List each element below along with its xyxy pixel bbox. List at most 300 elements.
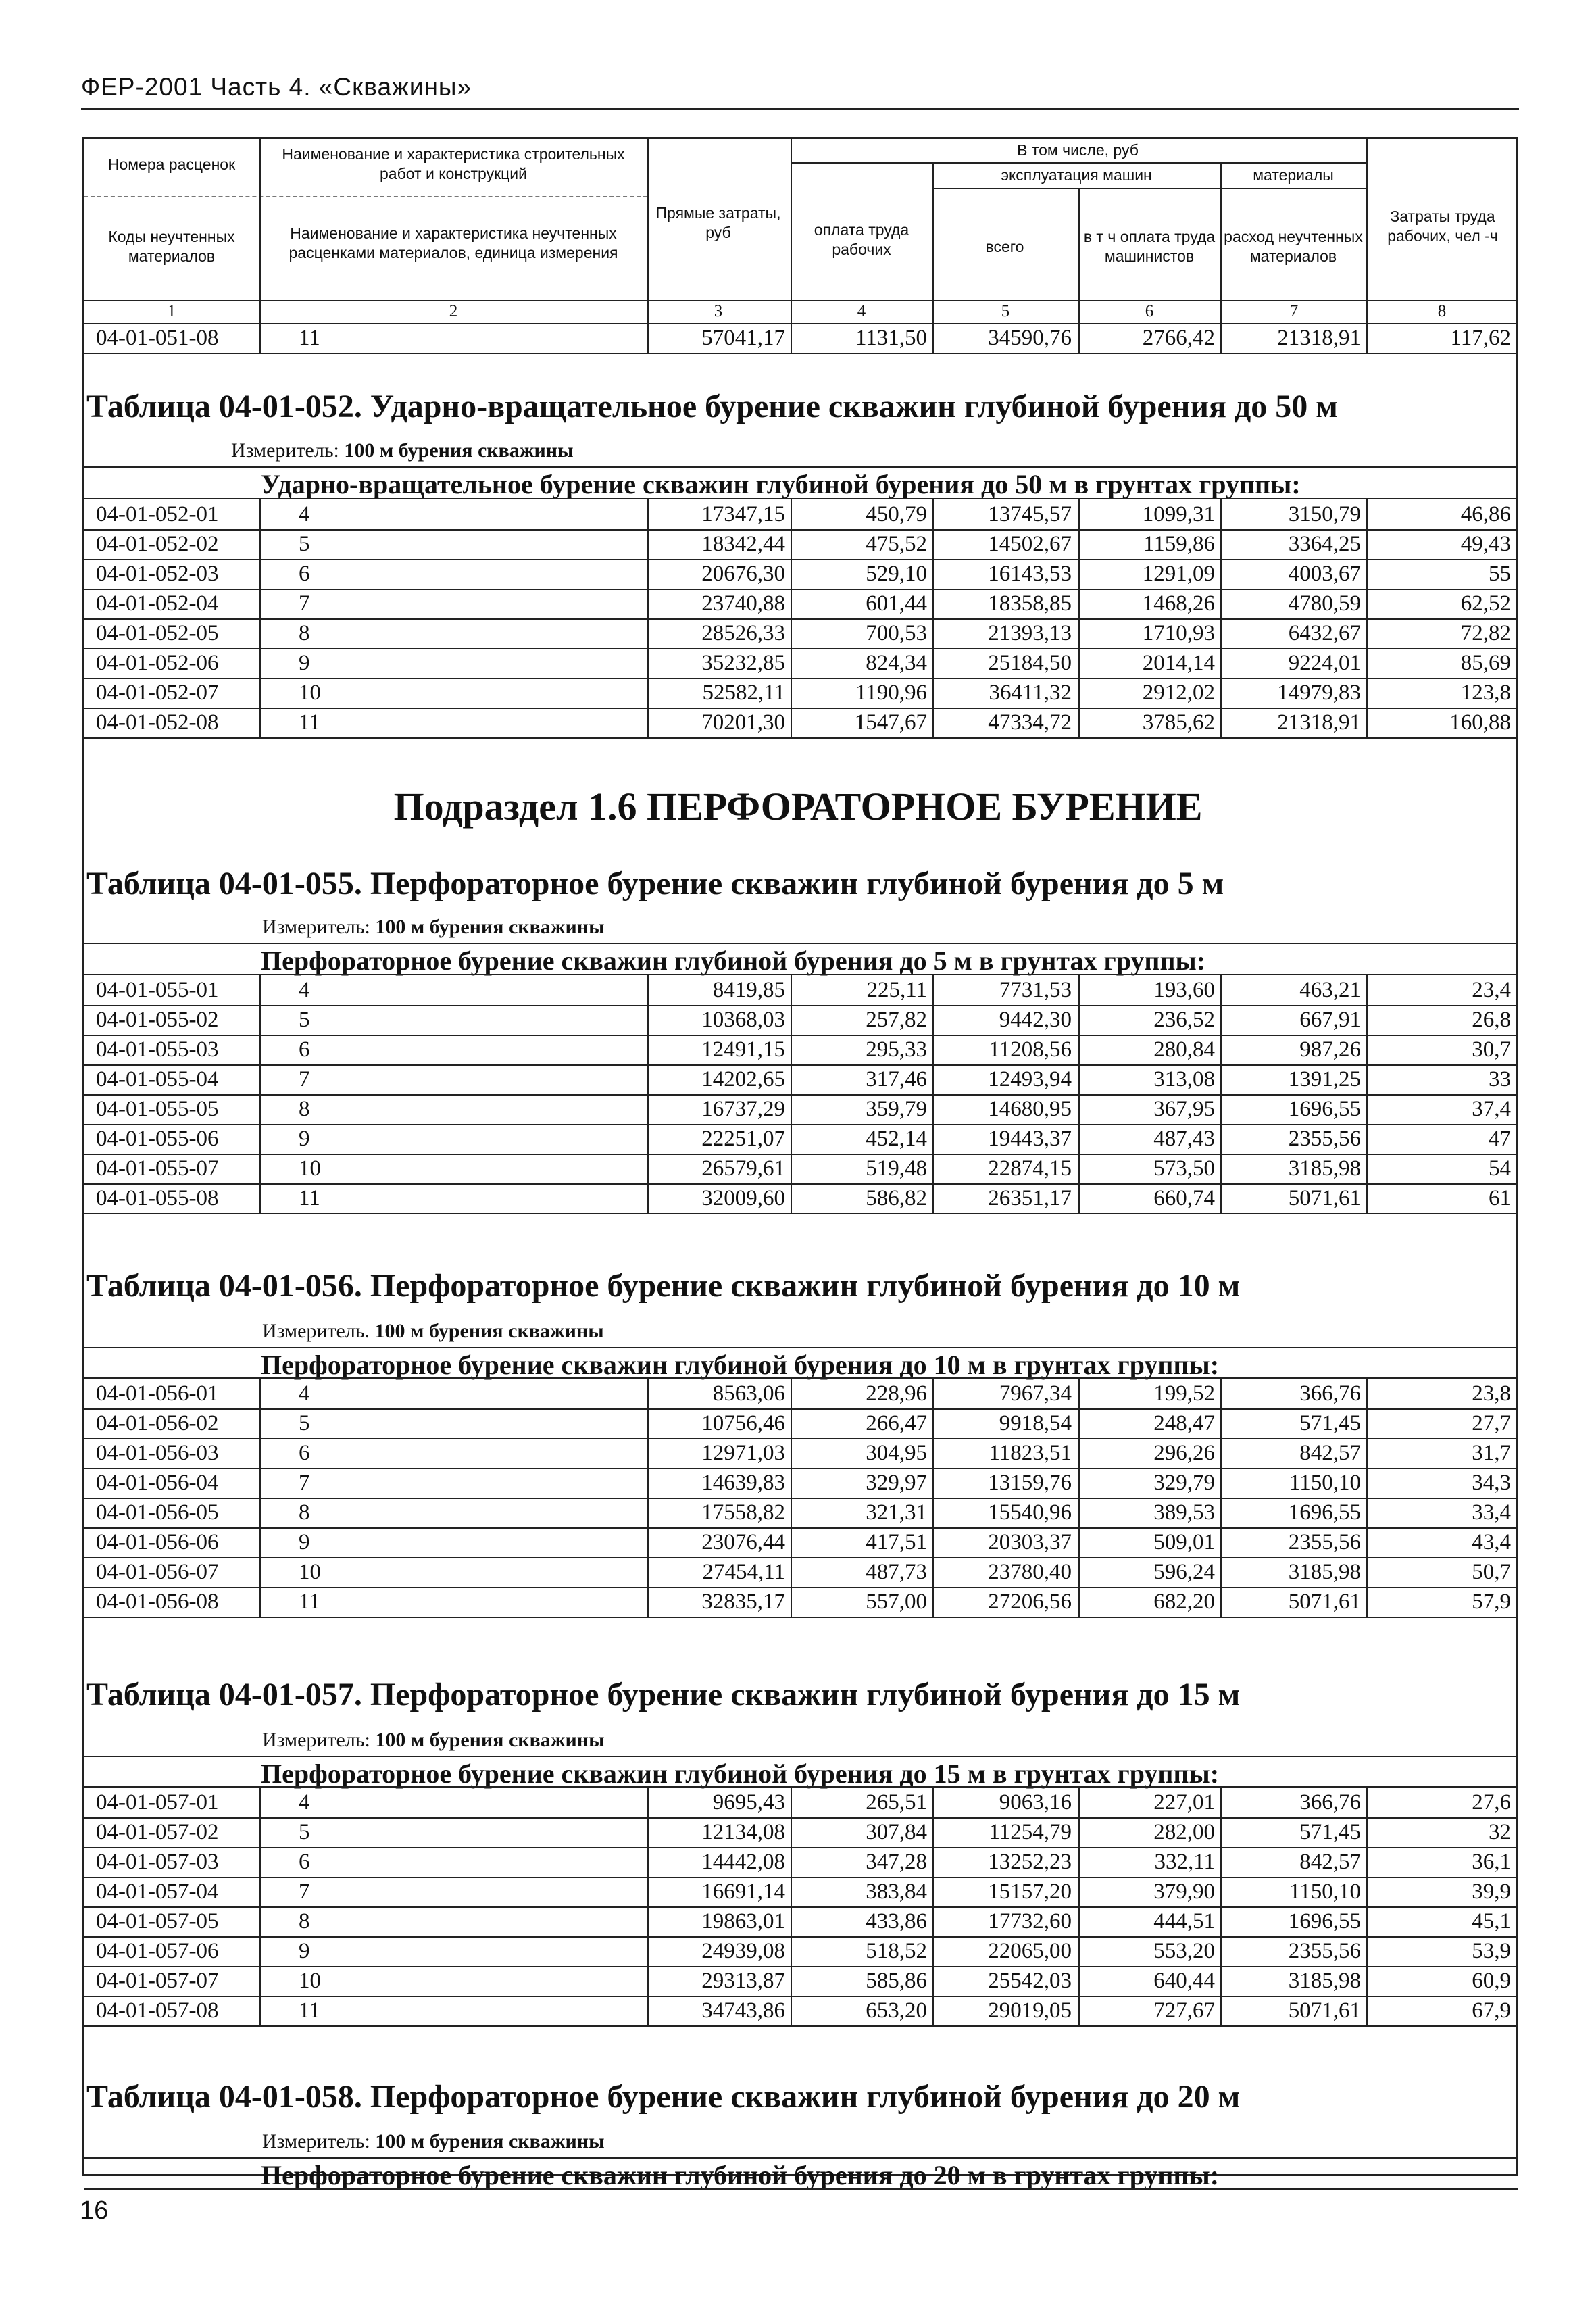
column-divider bbox=[791, 708, 792, 737]
column-divider bbox=[1366, 1064, 1368, 1094]
rate-code: 04-01-052-03 bbox=[96, 562, 219, 586]
column-divider bbox=[932, 1877, 934, 1906]
rate-code: 04-01-052-07 bbox=[96, 681, 219, 705]
header-including: В том числе, руб bbox=[1017, 141, 1139, 159]
value-cell: 1159,86 bbox=[1143, 532, 1215, 556]
rate-code: 04-01-052-02 bbox=[96, 532, 219, 556]
rate-code: 04-01-056-07 bbox=[96, 1560, 219, 1584]
column-divider bbox=[932, 1468, 934, 1498]
value-cell: 27206,56 bbox=[988, 1590, 1072, 1614]
column-divider bbox=[259, 1527, 261, 1557]
value-cell: 16737,29 bbox=[701, 1097, 785, 1121]
value-cell: 6432,67 bbox=[1288, 621, 1361, 645]
value-cell: 842,57 bbox=[1299, 1850, 1361, 1874]
value-cell: 23,4 bbox=[1472, 978, 1511, 1002]
measure-label: Измеритель: bbox=[231, 439, 339, 462]
header-direct-costs: Прямые затраты, руб bbox=[655, 204, 781, 241]
table-row bbox=[82, 1817, 1518, 1847]
column-divider bbox=[647, 1587, 649, 1617]
column-divider bbox=[647, 559, 649, 589]
header-machine-operation: эксплуатация машин bbox=[1001, 166, 1152, 184]
soil-group: 10 bbox=[299, 1156, 321, 1181]
value-cell: 519,48 bbox=[866, 1156, 927, 1181]
value-cell: 727,67 bbox=[1153, 1998, 1215, 2023]
column-divider bbox=[932, 1005, 934, 1035]
value-cell: 1710,93 bbox=[1142, 621, 1215, 645]
column-divider bbox=[1366, 1906, 1368, 1936]
column-divider bbox=[1220, 1847, 1222, 1877]
value-cell: 573,50 bbox=[1153, 1156, 1215, 1181]
value-cell: 304,95 bbox=[866, 1441, 927, 1465]
column-divider bbox=[791, 1587, 792, 1617]
table-top-rule bbox=[84, 2157, 1518, 2159]
value-cell: 529,10 bbox=[866, 562, 927, 586]
subsection-heading: Подраздел 1.6 ПЕРФОРАТОРНОЕ БУРЕНИЕ bbox=[393, 785, 1203, 829]
value-cell: 475,52 bbox=[866, 532, 927, 556]
value-cell: 329,97 bbox=[866, 1471, 927, 1495]
rate-code: 04-01-057-07 bbox=[96, 1969, 219, 1993]
row-rule bbox=[84, 2025, 1518, 2027]
rate-code: 04-01-056-06 bbox=[96, 1530, 219, 1554]
column-divider bbox=[647, 1035, 649, 1064]
value-cell: 13159,76 bbox=[988, 1471, 1072, 1495]
soil-group-heading: Перфораторное бурение скважин глубиной бурения до 15 м в грунтах группы: bbox=[261, 1758, 1220, 1789]
value-cell: 34,3 bbox=[1472, 1471, 1511, 1495]
column-divider bbox=[932, 1408, 934, 1438]
measure-label: Измеритель. bbox=[262, 1320, 370, 1342]
value-cell: 14202,65 bbox=[701, 1067, 785, 1091]
column-divider bbox=[259, 529, 261, 559]
value-cell: 12971,03 bbox=[701, 1441, 785, 1465]
column-divider bbox=[932, 1847, 934, 1877]
value-cell: 53,9 bbox=[1472, 1939, 1511, 1963]
value-cell: 1150,10 bbox=[1289, 1471, 1361, 1495]
value-cell: 518,52 bbox=[866, 1939, 927, 1963]
value-cell: 307,84 bbox=[866, 1820, 927, 1844]
column-divider bbox=[1220, 589, 1222, 618]
column-divider bbox=[647, 678, 649, 708]
value-cell: 12134,08 bbox=[701, 1820, 785, 1844]
value-cell: 27,6 bbox=[1472, 1790, 1511, 1815]
column-divider bbox=[1366, 1379, 1368, 1408]
soil-group: 5 bbox=[299, 1411, 310, 1435]
column-divider bbox=[259, 975, 261, 1005]
value-cell: 4003,67 bbox=[1288, 562, 1361, 586]
soil-group: 7 bbox=[299, 1067, 310, 1091]
column-divider bbox=[791, 1817, 792, 1847]
soil-group: 11 bbox=[299, 1590, 320, 1614]
column-divider bbox=[1078, 323, 1080, 353]
rate-code: 04-01-055-06 bbox=[96, 1127, 219, 1151]
column-divider bbox=[259, 1966, 261, 1996]
column-divider bbox=[647, 1438, 649, 1468]
value-cell: 14680,95 bbox=[988, 1097, 1072, 1121]
column-divider bbox=[932, 1996, 934, 2025]
value-cell: 61 bbox=[1489, 1186, 1511, 1210]
value-cell: 33 bbox=[1489, 1067, 1511, 1091]
table-row bbox=[82, 1005, 1518, 1035]
column-divider bbox=[259, 589, 261, 618]
column-divider bbox=[1220, 1996, 1222, 2025]
value-cell: 67,9 bbox=[1472, 1998, 1511, 2023]
column-divider bbox=[647, 1966, 649, 1996]
value-cell: 50,7 bbox=[1472, 1560, 1511, 1584]
soil-group: 5 bbox=[299, 532, 310, 556]
column-divider bbox=[647, 1379, 649, 1408]
table-row bbox=[82, 1996, 1518, 2025]
column-divider bbox=[791, 1064, 792, 1094]
value-cell: 1696,55 bbox=[1288, 1097, 1361, 1121]
table-row bbox=[82, 1064, 1518, 1094]
column-divider bbox=[259, 1877, 261, 1906]
rate-code: 04-01-056-02 bbox=[96, 1411, 219, 1435]
column-divider bbox=[1220, 1094, 1222, 1124]
value-cell: 1131,50 bbox=[855, 326, 927, 350]
column-divider bbox=[1220, 1035, 1222, 1064]
column-divider bbox=[1366, 1154, 1368, 1183]
value-cell: 85,69 bbox=[1460, 651, 1511, 675]
rate-code: 04-01-052-05 bbox=[96, 621, 219, 645]
value-cell: 2355,56 bbox=[1288, 1939, 1361, 1963]
soil-group: 6 bbox=[299, 1850, 310, 1874]
header-col-divider bbox=[259, 139, 261, 353]
column-divider bbox=[932, 1183, 934, 1213]
column-divider bbox=[791, 499, 792, 529]
table-row bbox=[82, 1498, 1518, 1527]
column-divider bbox=[259, 1005, 261, 1035]
column-divider bbox=[259, 1996, 261, 2025]
column-divider bbox=[1078, 1966, 1080, 1996]
value-cell: 296,26 bbox=[1153, 1441, 1215, 1465]
header-rule-bottom bbox=[84, 300, 1518, 301]
column-divider bbox=[259, 559, 261, 589]
value-cell: 28526,33 bbox=[701, 621, 785, 645]
value-cell: 21393,13 bbox=[988, 621, 1072, 645]
rate-code: 04-01-052-04 bbox=[96, 591, 219, 616]
column-divider bbox=[647, 1183, 649, 1213]
value-cell: 225,11 bbox=[866, 978, 927, 1002]
column-divider bbox=[1078, 1379, 1080, 1408]
page-header: ФЕР-2001 Часть 4. «Скважины» bbox=[81, 73, 472, 101]
value-cell: 313,08 bbox=[1153, 1067, 1215, 1091]
soil-group-heading: Перфораторное бурение скважин глубиной бурения до 20 м в грунтах группы: bbox=[261, 2160, 1220, 2190]
soil-group: 7 bbox=[299, 1879, 310, 1904]
column-divider bbox=[932, 529, 934, 559]
value-cell: 22874,15 bbox=[988, 1156, 1072, 1181]
value-cell: 19863,01 bbox=[701, 1909, 785, 1934]
soil-group: 9 bbox=[299, 1127, 310, 1151]
column-divider bbox=[1366, 1557, 1368, 1587]
column-divider bbox=[1220, 499, 1222, 529]
value-cell: 452,14 bbox=[866, 1127, 927, 1151]
header-work-name: Наименование и характеристика строительных работ и конструкций bbox=[282, 145, 625, 182]
rate-code: 04-01-052-01 bbox=[96, 502, 219, 526]
column-divider bbox=[1220, 1966, 1222, 1996]
value-cell: 46,86 bbox=[1460, 502, 1511, 526]
column-divider bbox=[932, 499, 934, 529]
rate-code: 04-01-055-04 bbox=[96, 1067, 219, 1091]
value-cell: 987,26 bbox=[1299, 1037, 1361, 1062]
column-divider bbox=[1366, 589, 1368, 618]
column-divider bbox=[1366, 1936, 1368, 1966]
column-divider bbox=[647, 1557, 649, 1587]
column-divider bbox=[932, 1966, 934, 1996]
value-cell: 1190,96 bbox=[855, 681, 927, 705]
table-row bbox=[82, 1966, 1518, 1996]
rate-code: 04-01-055-03 bbox=[96, 1037, 219, 1062]
value-cell: 5071,61 bbox=[1288, 1590, 1361, 1614]
page-number: 16 bbox=[80, 2196, 109, 2225]
column-divider bbox=[647, 1996, 649, 2025]
measure-unit bbox=[262, 1729, 605, 1752]
value-cell: 16691,14 bbox=[701, 1879, 785, 1904]
value-cell: 383,84 bbox=[866, 1879, 927, 1904]
value-cell: 3785,62 bbox=[1142, 710, 1215, 735]
column-divider bbox=[932, 975, 934, 1005]
column-divider bbox=[1220, 1408, 1222, 1438]
table-top-rule bbox=[84, 466, 1518, 468]
column-divider bbox=[1366, 559, 1368, 589]
column-number: 7 bbox=[1289, 302, 1299, 320]
soil-group: 10 bbox=[299, 1560, 321, 1584]
measure-value: 100 м бурения скважины bbox=[375, 2130, 605, 2152]
column-divider bbox=[932, 1064, 934, 1094]
column-divider bbox=[1220, 1906, 1222, 1936]
column-divider bbox=[932, 323, 934, 353]
column-number: 1 bbox=[167, 302, 176, 320]
column-divider bbox=[647, 1408, 649, 1438]
value-cell: 60,9 bbox=[1472, 1969, 1511, 1993]
column-divider bbox=[1220, 1005, 1222, 1035]
rate-code: 04-01-055-05 bbox=[96, 1097, 219, 1121]
column-divider bbox=[1366, 1468, 1368, 1498]
table-row bbox=[82, 1094, 1518, 1124]
value-cell: 14502,67 bbox=[988, 532, 1072, 556]
value-cell: 1291,09 bbox=[1142, 562, 1215, 586]
value-cell: 39,9 bbox=[1472, 1879, 1511, 1904]
soil-group: 11 bbox=[299, 710, 320, 735]
value-cell: 14442,08 bbox=[701, 1850, 785, 1874]
value-cell: 117,62 bbox=[1450, 326, 1511, 350]
value-cell: 487,43 bbox=[1153, 1127, 1215, 1151]
value-cell: 4780,59 bbox=[1288, 591, 1361, 616]
column-divider bbox=[259, 1408, 261, 1438]
value-cell: 824,34 bbox=[866, 651, 927, 675]
column-divider bbox=[1366, 1817, 1368, 1847]
column-divider bbox=[1220, 975, 1222, 1005]
value-cell: 7967,34 bbox=[999, 1381, 1072, 1406]
soil-group: 10 bbox=[299, 681, 321, 705]
column-divider bbox=[647, 1936, 649, 1966]
column-divider bbox=[1078, 648, 1080, 678]
column-divider bbox=[1078, 975, 1080, 1005]
value-cell: 266,47 bbox=[866, 1411, 927, 1435]
value-cell: 9918,54 bbox=[999, 1411, 1072, 1435]
column-divider bbox=[791, 1124, 792, 1154]
column-divider bbox=[932, 648, 934, 678]
measure-unit bbox=[262, 916, 605, 939]
column-divider bbox=[932, 1035, 934, 1064]
column-divider bbox=[1366, 1788, 1368, 1817]
column-divider bbox=[1366, 648, 1368, 678]
column-divider bbox=[1078, 1094, 1080, 1124]
value-cell: 45,1 bbox=[1472, 1909, 1511, 1934]
value-cell: 34590,76 bbox=[988, 326, 1072, 350]
table-title: Таблица 04-01-056. Перфораторное бурение скважин глубиной бурения до 10 м bbox=[86, 1268, 1241, 1304]
column-divider bbox=[1366, 1527, 1368, 1557]
column-divider bbox=[1220, 1438, 1222, 1468]
column-divider bbox=[259, 708, 261, 737]
value-cell: 571,45 bbox=[1299, 1411, 1361, 1435]
value-cell: 7731,53 bbox=[999, 978, 1072, 1002]
table-row bbox=[82, 618, 1518, 648]
column-divider bbox=[647, 1906, 649, 1936]
rate-code: 04-01-055-07 bbox=[96, 1156, 219, 1181]
column-divider bbox=[1220, 529, 1222, 559]
value-cell: 17558,82 bbox=[701, 1500, 785, 1525]
header-material-codes: Коды неучтенных материалов bbox=[108, 228, 235, 265]
table-top-rule bbox=[84, 1756, 1518, 1757]
column-divider bbox=[1220, 1817, 1222, 1847]
value-cell: 55 bbox=[1489, 562, 1511, 586]
value-cell: 12491,15 bbox=[701, 1037, 785, 1062]
value-cell: 2912,02 bbox=[1142, 681, 1215, 705]
value-cell: 21318,91 bbox=[1277, 710, 1361, 735]
value-cell: 199,52 bbox=[1153, 1381, 1215, 1406]
measure-value: 100 м бурения скважины bbox=[375, 916, 605, 938]
soil-group: 4 bbox=[299, 1381, 310, 1406]
value-cell: 123,8 bbox=[1460, 681, 1511, 705]
value-cell: 571,45 bbox=[1299, 1820, 1361, 1844]
column-divider bbox=[1220, 1527, 1222, 1557]
rate-code: 04-01-057-05 bbox=[96, 1909, 219, 1934]
column-divider bbox=[1220, 559, 1222, 589]
column-divider bbox=[647, 708, 649, 737]
soil-group: 9 bbox=[299, 1939, 310, 1963]
value-cell: 9063,16 bbox=[999, 1790, 1072, 1815]
value-cell: 433,86 bbox=[866, 1909, 927, 1934]
soil-group-heading: Перфораторное бурение скважин глубиной бурения до 5 м в грунтах группы: bbox=[261, 945, 1206, 976]
column-divider bbox=[932, 1438, 934, 1468]
column-divider bbox=[791, 1183, 792, 1213]
column-divider bbox=[259, 678, 261, 708]
column-divider bbox=[647, 1498, 649, 1527]
table-row bbox=[82, 678, 1518, 708]
value-cell: 228,96 bbox=[866, 1381, 927, 1406]
table-row bbox=[82, 1438, 1518, 1468]
column-divider bbox=[932, 1379, 934, 1408]
column-divider bbox=[1366, 1005, 1368, 1035]
column-divider bbox=[259, 1498, 261, 1527]
value-cell: 19443,37 bbox=[988, 1127, 1072, 1151]
value-cell: 21318,91 bbox=[1277, 326, 1361, 350]
value-cell: 366,76 bbox=[1299, 1381, 1361, 1406]
value-cell: 18358,85 bbox=[988, 591, 1072, 616]
value-cell: 321,31 bbox=[866, 1500, 927, 1525]
table-row bbox=[82, 1936, 1518, 1966]
measure-value: 100 м бурения скважины bbox=[374, 1320, 604, 1342]
value-cell: 682,20 bbox=[1153, 1590, 1215, 1614]
column-divider bbox=[791, 1154, 792, 1183]
value-cell: 509,01 bbox=[1153, 1530, 1215, 1554]
table-title: Таблица 04-01-057. Перфораторное бурение скважин глубиной бурения до 15 м bbox=[86, 1677, 1241, 1713]
value-cell: 16143,53 bbox=[988, 562, 1072, 586]
value-cell: 72,82 bbox=[1460, 621, 1511, 645]
column-divider bbox=[932, 1906, 934, 1936]
header-machines-total: всего bbox=[985, 237, 1024, 255]
value-cell: 487,73 bbox=[866, 1560, 927, 1584]
column-divider bbox=[1220, 1154, 1222, 1183]
table-row bbox=[82, 1154, 1518, 1183]
value-cell: 640,44 bbox=[1153, 1969, 1215, 1993]
value-cell: 26579,61 bbox=[701, 1156, 785, 1181]
value-cell: 2355,56 bbox=[1288, 1127, 1361, 1151]
column-divider bbox=[791, 1936, 792, 1966]
value-cell: 11823,51 bbox=[989, 1441, 1072, 1465]
column-divider bbox=[1366, 529, 1368, 559]
soil-group: 6 bbox=[299, 1441, 310, 1465]
value-cell: 282,00 bbox=[1153, 1820, 1215, 1844]
column-divider bbox=[647, 1468, 649, 1498]
measure-unit bbox=[231, 439, 574, 462]
column-divider bbox=[932, 708, 934, 737]
soil-group: 11 bbox=[299, 326, 320, 350]
value-cell: 1150,10 bbox=[1289, 1879, 1361, 1904]
row-rule bbox=[84, 1213, 1518, 1214]
column-number: 2 bbox=[449, 302, 458, 320]
value-cell: 585,86 bbox=[866, 1969, 927, 1993]
value-cell: 13745,57 bbox=[988, 502, 1072, 526]
value-cell: 33,4 bbox=[1472, 1500, 1511, 1525]
column-divider bbox=[1078, 1468, 1080, 1498]
value-cell: 30,7 bbox=[1472, 1037, 1511, 1062]
column-divider bbox=[932, 1936, 934, 1966]
column-divider bbox=[647, 1788, 649, 1817]
column-divider bbox=[791, 1877, 792, 1906]
column-divider bbox=[1366, 1498, 1368, 1527]
value-cell: 25184,50 bbox=[988, 651, 1072, 675]
value-cell: 22065,00 bbox=[988, 1939, 1072, 1963]
value-cell: 37,4 bbox=[1472, 1097, 1511, 1121]
value-cell: 36411,32 bbox=[989, 681, 1072, 705]
column-divider bbox=[791, 1527, 792, 1557]
table-row bbox=[82, 1557, 1518, 1587]
soil-group: 8 bbox=[299, 621, 310, 645]
column-divider bbox=[1366, 678, 1368, 708]
column-number: 4 bbox=[857, 302, 866, 320]
column-divider bbox=[1078, 1154, 1080, 1183]
column-divider bbox=[259, 499, 261, 529]
header-materials: материалы bbox=[1253, 166, 1334, 184]
column-divider bbox=[791, 1906, 792, 1936]
column-divider bbox=[932, 1788, 934, 1817]
value-cell: 14979,83 bbox=[1277, 681, 1361, 705]
value-cell: 8419,85 bbox=[712, 978, 785, 1002]
value-cell: 11254,79 bbox=[989, 1820, 1072, 1844]
table-row bbox=[82, 1527, 1518, 1557]
header-labor-hours: Затраты труда рабочих, чел -ч bbox=[1387, 207, 1498, 245]
value-cell: 20303,37 bbox=[988, 1530, 1072, 1554]
value-cell: 29313,87 bbox=[701, 1969, 785, 1993]
column-divider bbox=[932, 1587, 934, 1617]
measure-value: 100 м бурения скважины bbox=[375, 1729, 605, 1751]
value-cell: 26,8 bbox=[1472, 1008, 1511, 1032]
column-divider bbox=[1078, 1408, 1080, 1438]
column-divider bbox=[932, 589, 934, 618]
column-divider bbox=[647, 529, 649, 559]
value-cell: 193,60 bbox=[1153, 978, 1215, 1002]
column-divider bbox=[259, 1094, 261, 1124]
